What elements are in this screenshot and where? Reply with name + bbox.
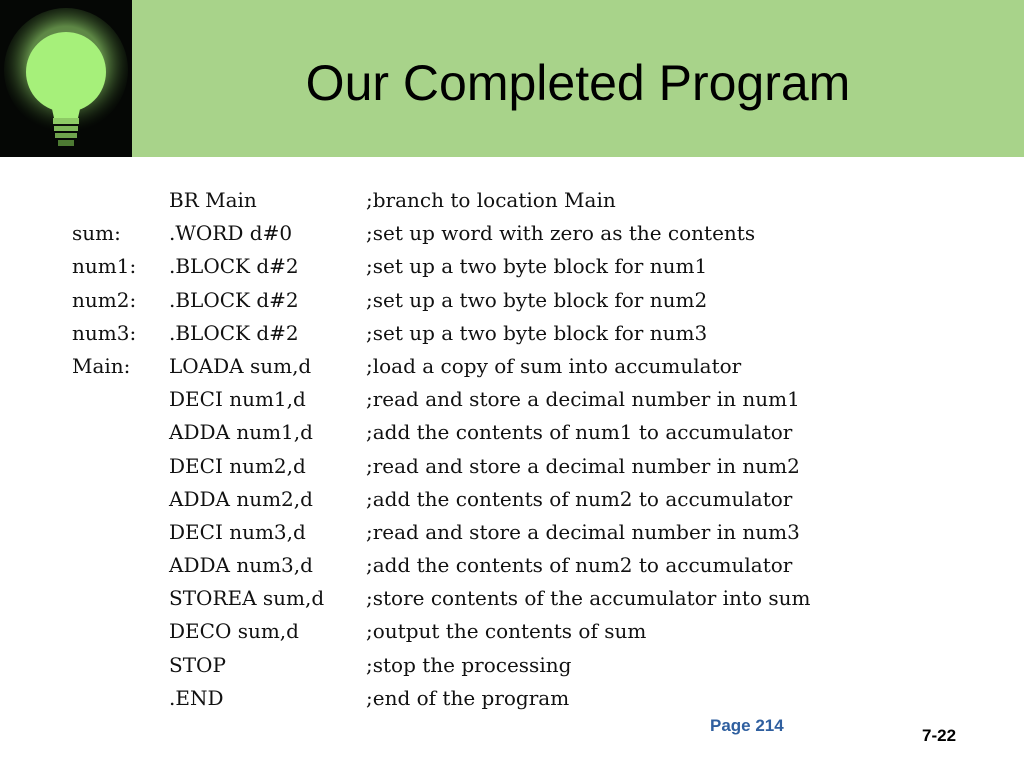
title-banner <box>0 0 1024 157</box>
code-comment: ;set up a two byte block for num2 <box>366 287 708 312</box>
lightbulb-icon <box>0 0 132 157</box>
code-comment: ;output the contents of sum <box>366 619 647 644</box>
code-instruction: .BLOCK d#2 <box>169 320 299 345</box>
lightbulb-graphic <box>0 0 132 157</box>
code-instruction: .BLOCK d#2 <box>169 287 299 312</box>
code-comment: ;add the contents of num2 to accumulator <box>366 553 793 578</box>
code-comment: ;stop the processing <box>366 652 572 677</box>
code-comment: ;set up word with zero as the contents <box>366 221 756 246</box>
code-instruction: .WORD d#0 <box>169 221 293 246</box>
code-instruction: BR Main <box>169 188 257 212</box>
code-comment: ;read and store a decimal number in num2 <box>366 453 800 478</box>
code-instruction: ADDA num1,d <box>169 420 313 445</box>
code-instruction: DECO sum,d <box>169 619 299 644</box>
code-comment: ;set up a two byte block for num3 <box>366 320 708 345</box>
code-instruction: DECI num3,d <box>169 519 306 544</box>
code-instruction: STOREA sum,d <box>169 586 325 611</box>
code-comment: ;branch to location Main <box>366 188 616 212</box>
code-instruction: DECI num2,d <box>169 453 306 478</box>
code-label: Main: <box>72 353 131 378</box>
code-label: num2: <box>72 287 137 312</box>
code-label: sum: <box>72 221 121 246</box>
code-instruction: DECI num1,d <box>169 387 306 412</box>
code-comment: ;add the contents of num2 to accumulator <box>366 486 793 511</box>
code-comment: ;set up a two byte block for num1 <box>366 254 708 279</box>
code-label: num1: <box>72 254 137 279</box>
code-comment: ;read and store a decimal number in num3 <box>366 519 800 544</box>
code-instruction: LOADA sum,d <box>169 353 312 378</box>
slide-number: 7-22 <box>922 726 957 745</box>
code-instruction: .BLOCK d#2 <box>169 254 299 279</box>
code-label: num3: <box>72 320 137 345</box>
code-instruction: STOP <box>169 652 226 677</box>
code-comment: ;add the contents of num1 to accumulator <box>366 420 793 445</box>
code-instruction: ADDA num2,d <box>169 486 313 511</box>
code-comment: ;store contents of the accumulator into sum <box>366 586 811 611</box>
page-reference: Page 214 <box>710 716 784 735</box>
code-comment: ;end of the program <box>366 685 570 710</box>
code-instruction: .END <box>169 685 224 710</box>
code-comment: ;read and store a decimal number in num1 <box>366 387 800 412</box>
code-instruction: ADDA num3,d <box>169 553 313 578</box>
slide-title: Our Completed Program <box>305 54 851 111</box>
code-comment: ;load a copy of sum into accumulator <box>366 353 742 378</box>
